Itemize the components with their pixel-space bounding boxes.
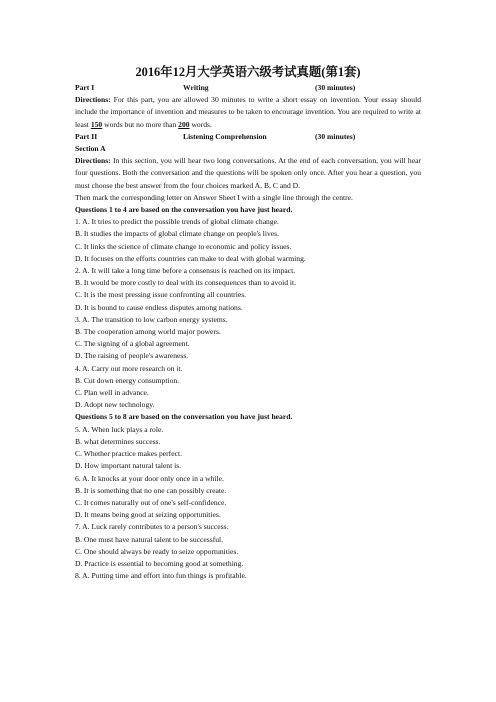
- directions-lead: Directions:: [75, 95, 111, 105]
- writing-directions-text: For this part, you are allowed 30 minutes to write a short essay on invention. Your essay should include the importance of invention and measures to be taken to encourage invention. You are required to write at least: [75, 95, 421, 129]
- question-line: B. what determines success.: [75, 436, 161, 446]
- question-group-heading: Questions 5 to 8 are based on the conversation you have just heard.: [75, 412, 293, 422]
- writing-directions-end: words.: [189, 119, 212, 129]
- question-line: D. It means being good at seizing opportunities.: [75, 510, 221, 520]
- question-line: C. Whether practice makes perfect.: [75, 449, 182, 459]
- question-line: C. It links the science of climate change to economic and policy issues.: [75, 241, 292, 251]
- question-line: C. The signing of a global agreement.: [75, 339, 190, 349]
- question-line: C. Plan well in advance.: [75, 388, 149, 398]
- question-line: B. The cooperation among world major powers.: [75, 327, 221, 337]
- question-line: 3. A. The transition to low carbon energy systems.: [75, 314, 228, 324]
- part2-header: [75, 131, 421, 143]
- min-words: 150: [90, 119, 103, 129]
- question-line: D. How important natural talent is.: [75, 461, 182, 471]
- question-line: D. It is bound to cause endless disputes among nations.: [75, 302, 243, 312]
- question-line: B. It is something that no one can possibly create.: [75, 485, 227, 495]
- question-line: D. Practice is essential to becoming good at something.: [75, 558, 244, 568]
- section-a-heading: Section A: [75, 144, 106, 154]
- question-group-2: [75, 424, 421, 583]
- question-line: B. It studies the impacts of global climate change on people's lives.: [75, 229, 280, 239]
- listening-directions: [75, 155, 421, 192]
- mark-instruction: Then mark the corresponding letter on Answer Sheet I with a single line through the centre.: [75, 192, 353, 202]
- question-line: 4. A. Carry out more research on it.: [75, 363, 183, 373]
- question-line: 5. A. When luck plays a role.: [75, 424, 164, 434]
- question-line: B. It would be more costly to deal with its consequences than to avoid it.: [75, 278, 297, 288]
- writing-directions: [75, 94, 421, 131]
- question-line: D. It focuses on the efforts countries can make to deal with global warming.: [75, 253, 306, 263]
- max-words: 200: [178, 119, 190, 129]
- question-line: 7. A. Luck rarely contributes to a person's success.: [75, 522, 229, 532]
- part2-name: Listening Comprehension: [183, 131, 267, 141]
- question-line: D. Adopt new technology.: [75, 400, 155, 410]
- listening-directions-text: In this section, you will hear two long conversations. At the end of each conversation, you will hear four questions. Both the conversation and the questions will be spoken only once. After you hear a question, you must choose the best answer from the four choices marked A, B, C and D.: [75, 156, 421, 190]
- question-line: 1. A. It tries to predict the possible trends of global climate change.: [75, 217, 279, 227]
- question-group-heading: Questions 1 to 4 are based on the conversation you have just heard.: [75, 205, 293, 215]
- part1-header: [75, 82, 421, 94]
- question-group-1: [75, 216, 421, 411]
- question-line: 2. A. It will take a long time before a consensus is reached on its impact.: [75, 266, 296, 276]
- part2-time: (30 minutes): [315, 131, 356, 141]
- question-line: D. The raising of people's awareness.: [75, 351, 189, 361]
- question-line: B. Cut down energy consumption.: [75, 375, 180, 385]
- page-title: 2016年12月大学英语六级考试真题(第1套): [135, 65, 361, 79]
- part2-label: Part II: [75, 131, 98, 141]
- part1-name: Writing: [183, 83, 209, 92]
- question-line: 8. A. Putting time and effort into fun things is profitable.: [75, 571, 247, 581]
- part1-label: Part I: [75, 83, 95, 92]
- question-line: C. It comes naturally out of one's self-confidence.: [75, 497, 227, 507]
- question-line: 6. A. It knocks at your door only once in a while.: [75, 473, 224, 483]
- exam-content: [75, 64, 421, 582]
- question-line: C. One should always be ready to seize opportunities.: [75, 546, 239, 556]
- part1-time: (30 minutes): [315, 83, 356, 92]
- directions-lead: Directions:: [75, 156, 111, 166]
- question-line: B. One must have natural talent to be successful.: [75, 534, 224, 544]
- writing-directions-middle: words but no more than: [102, 119, 179, 129]
- question-line: C. It is the most pressing issue confronting all countries.: [75, 290, 247, 300]
